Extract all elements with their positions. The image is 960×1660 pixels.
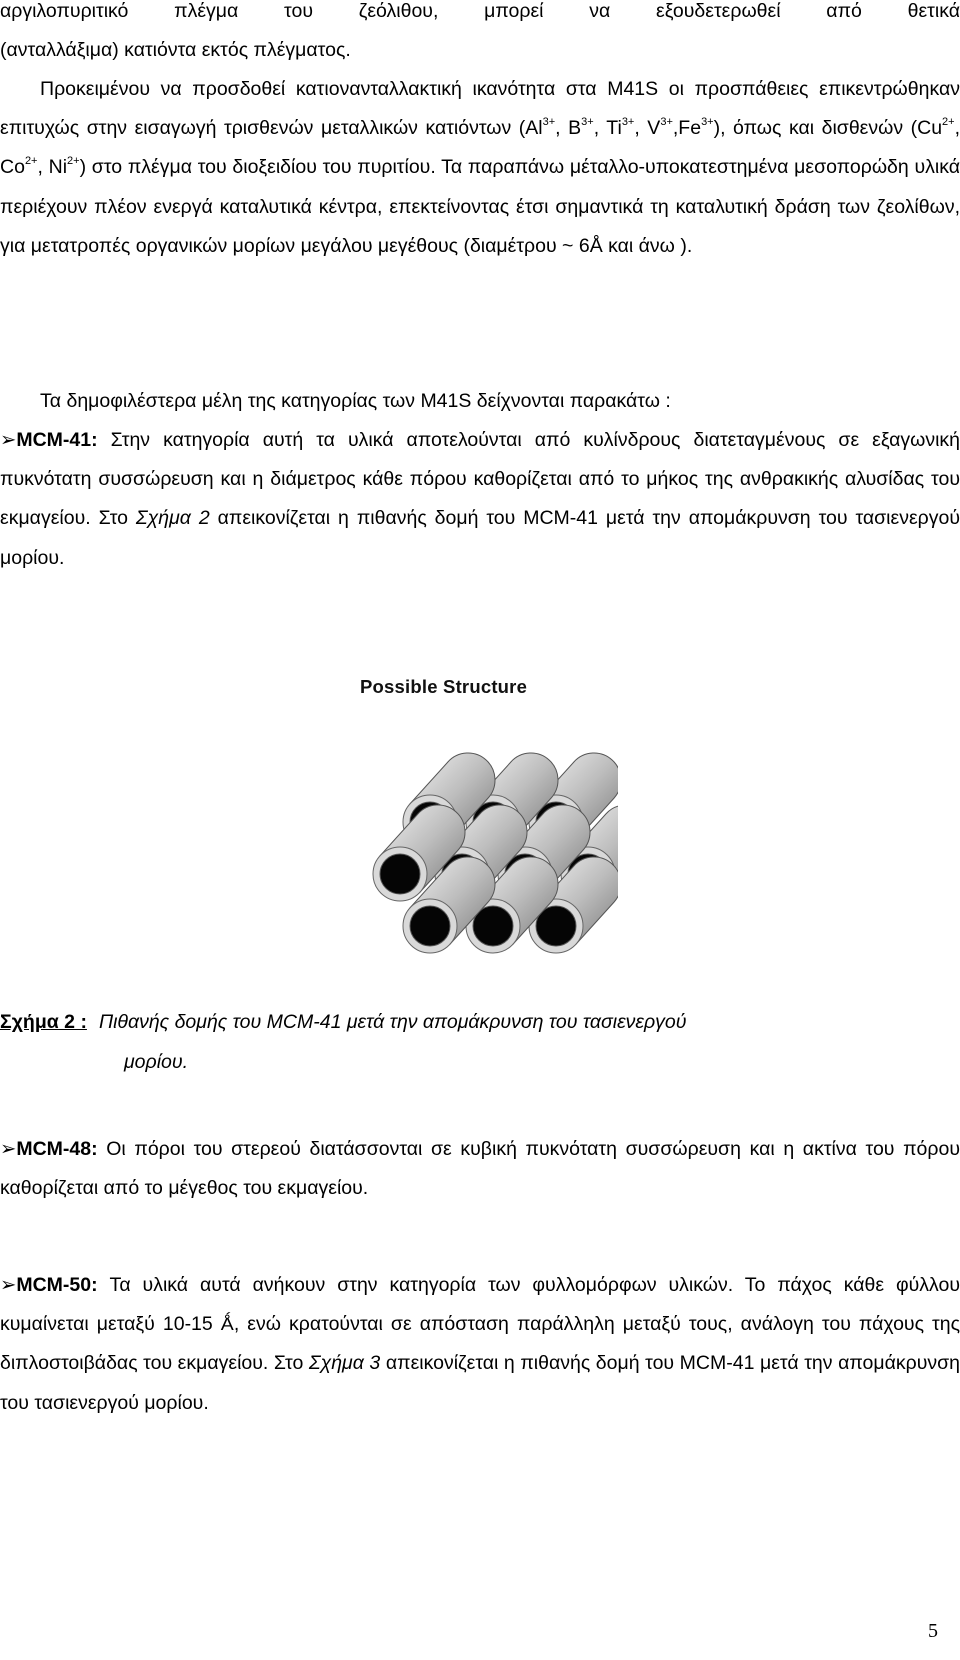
term-mcm48: MCM-48: <box>16 1138 98 1160</box>
text-span: ), όπως και δισθενών (Cu <box>713 117 943 140</box>
caption-text: Πιθανής δομής του MCM-41 μετά την απομάκρυνση του τασιενεργού <box>98 1011 687 1033</box>
figure-title: Possible Structure <box>360 676 528 697</box>
arrow-bullet-icon: ➢ <box>0 429 17 451</box>
superscript: 2+ <box>24 155 38 168</box>
cylinder-structure-illustration <box>348 676 618 972</box>
text-span: , Ti <box>593 117 622 140</box>
paragraph-members-intro: Τα δημοφιλέστερα μέλη της κατηγορίας των M41S δείχνονται παρακάτω : <box>40 390 671 412</box>
bullet-mcm41 <box>0 421 960 578</box>
text-span: ,Fe <box>672 117 702 140</box>
text-span: Τα υλικά αυτά ανήκουν στην κατηγορία των φυλλομόρφων υλικών. Το πάχος κάθε φύλλου κυμαίνεται μεταξύ 10-15 Ǻ, ενώ κρατούνται σε απόσταση παράλληλη μεταξύ τους, ανάλογη του πάχους της διπλοστοιβάδας του εκμαγείου. Στο <box>0 1274 960 1375</box>
text-span: ) στο πλέγμα του διοξειδίου του πυριτίου. Τα παραπάνω μέταλλο-υποκατεστημένα μεσοπορώδη υλικά περιέχουν πλέον ενεργά καταλυτικά κέντρα, επεκτείνοντας έτσι σημαντικά τη καταλυτική δράση των ζεολίθων, για μετατροπές οργανικών μορίων μεγάλου μεγέθους (διαμέτρου ~ 6Å και άνω ). <box>0 156 960 257</box>
figure-ref-2: Σχήμα 2 <box>135 507 210 530</box>
pore-opening <box>410 906 450 946</box>
superscript: 2+ <box>67 155 80 168</box>
figure-caption <box>0 1002 960 1082</box>
page-number: 5 <box>928 1620 938 1642</box>
paragraph-ion-exchange <box>0 70 960 266</box>
superscript: 3+ <box>542 116 556 129</box>
figure-possible-structure <box>348 676 618 972</box>
caption-text-cont: μορίου. <box>124 1051 189 1073</box>
superscript: 3+ <box>621 116 635 129</box>
superscript: 2+ <box>942 116 955 129</box>
superscript: 3+ <box>701 116 714 129</box>
term-mcm41: MCM-41: <box>16 429 98 451</box>
text-line: (ανταλλάξιμα) κατιόντα εκτός πλέγματος. <box>0 39 351 62</box>
arrow-bullet-icon: ➢ <box>0 1274 17 1296</box>
pore-opening <box>380 854 420 894</box>
term-mcm50: MCM-50: <box>16 1274 98 1296</box>
bullet-mcm48 <box>0 1130 960 1208</box>
paragraph-continuation <box>0 0 960 70</box>
text-span: απεικονίζεται η πιθανής δομή του MCM-41 μετά την απομάκρυνση του τασιενεργού μορίου. <box>0 1352 960 1414</box>
text-span: Στην κατηγορία αυτή τα υλικά αποτελούνται από κυλίνδρους διατεταγμένους σε εξαγωνική πυκνότατη συσσώρευση και η διάμετρος κάθε πόρου καθορίζεται από το μήκος της ανθρακικής αλυσίδας του εκμαγείου. Στο <box>0 429 960 530</box>
text-span: Οι πόροι του στερεού διατάσσονται σε κυβική πυκνότατη συσσώρευση και η ακτίνα του πόρου καθορίζεται από το μέγεθος του εκμαγείου. <box>0 1138 960 1200</box>
bullet-mcm50 <box>0 1266 960 1423</box>
text-span: , Ni <box>37 156 68 179</box>
text-span: , Co <box>0 117 960 179</box>
superscript: 3+ <box>581 116 594 129</box>
text-line: αργιλοπυριτικό πλέγμα του ζεόλιθου, μπορεί να εξουδετερωθεί από θετικά <box>0 0 960 22</box>
arrow-bullet-icon: ➢ <box>0 1138 17 1160</box>
caption-label: Σχήμα 2 : <box>0 1011 87 1033</box>
text-span: Προκειμένου να προσδοθεί κατιονανταλλακτική ικανότητα στα M41S οι προσπάθειες επικεντρώθηκαν επιτυχώς στην εισαγωγή τρισθενών μεταλλικών κατιόντων (Al <box>0 78 960 140</box>
figure-ref-3: Σχήμα 3 <box>308 1352 381 1375</box>
text-span: απεικονίζεται η πιθανής δομή του MCM-41 μετά την απομάκρυνση του τασιενεργού μορίου. <box>0 507 960 569</box>
text-span: , B <box>555 117 582 140</box>
text-span: , V <box>634 117 661 140</box>
superscript: 3+ <box>660 116 673 129</box>
